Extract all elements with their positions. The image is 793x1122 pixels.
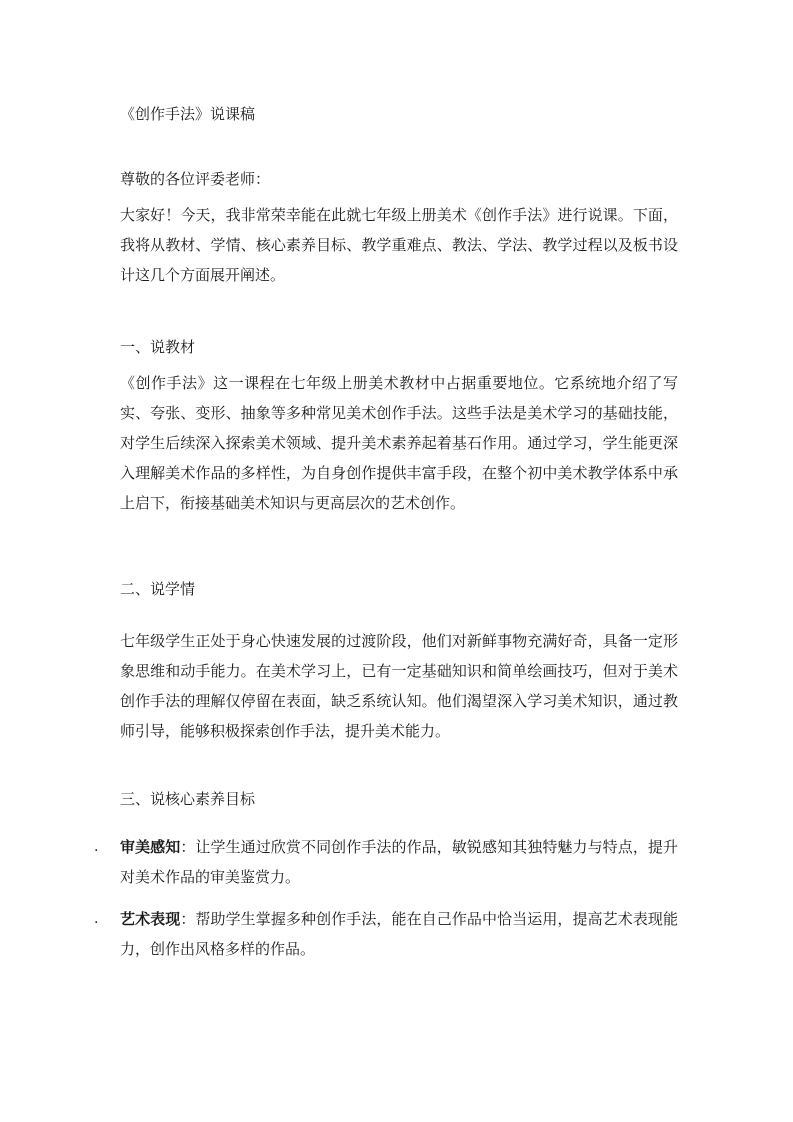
goal-term: 艺术表现 <box>120 910 181 928</box>
goal-text: ：让学生通过欣赏不同创作手法的作品，敏锐感知其独特魅力与特点，提升对美术作品的审美鉴赏力。 <box>120 838 678 886</box>
section-heading-students: 二、说学情 <box>120 580 196 598</box>
goal-term: 审美感知 <box>120 838 181 856</box>
section-body-students: 七年级学生正处于身心快速发展的过渡阶段，他们对新鲜事物充满好奇，具备一定形象思维和动手能力。在美术学习上，已有一定基础知识和简单绘画技巧，但对于美术创作手法的理解仅停留在表面，缺乏系统认知。他们渴望深入学习美术知识，通过教师引导，能够积极探索创作手法，提升美术能力。 <box>120 632 678 740</box>
section-body-textbook: 《创作手法》这一课程在七年级上册美术教材中占据重要地位。它系统地介绍了写实、夸张、变形、抽象等多种常见美术创作手法。这些手法是美术学习的基础技能，对学生后续深入探索美术领域、提升美术素养起着基石作用。通过学习，学生能更深入理解美术作品的多样性，为自身创作提供丰富手段，在整个初中美术教学体系中承上启下，衔接基础美术知识与更高层次的艺术创作。 <box>120 374 678 512</box>
section-heading-textbook: 一、说教材 <box>120 338 196 356</box>
intro-paragraph: 大家好！今天，我非常荣幸能在此就七年级上册美术《创作手法》进行说课。下面，我将从教材、学情、核心素养目标、教学重难点、教法、学法、教学过程以及板书设计这几个方面展开阐述。 <box>120 206 678 284</box>
list-bullet: . <box>94 839 99 855</box>
salutation: 尊敬的各位评委老师： <box>120 170 271 188</box>
goal-item-expression <box>120 904 678 964</box>
section-heading-goals: 三、说核心素养目标 <box>120 790 256 808</box>
goal-item-aesthetic <box>120 832 678 892</box>
list-bullet: . <box>94 911 99 927</box>
document-title: 《创作手法》说课稿 <box>120 105 256 123</box>
goal-text: ：帮助学生掌握多种创作手法，能在自己作品中恰当运用，提高艺术表现能力，创作出风格多样的作品。 <box>120 910 678 958</box>
